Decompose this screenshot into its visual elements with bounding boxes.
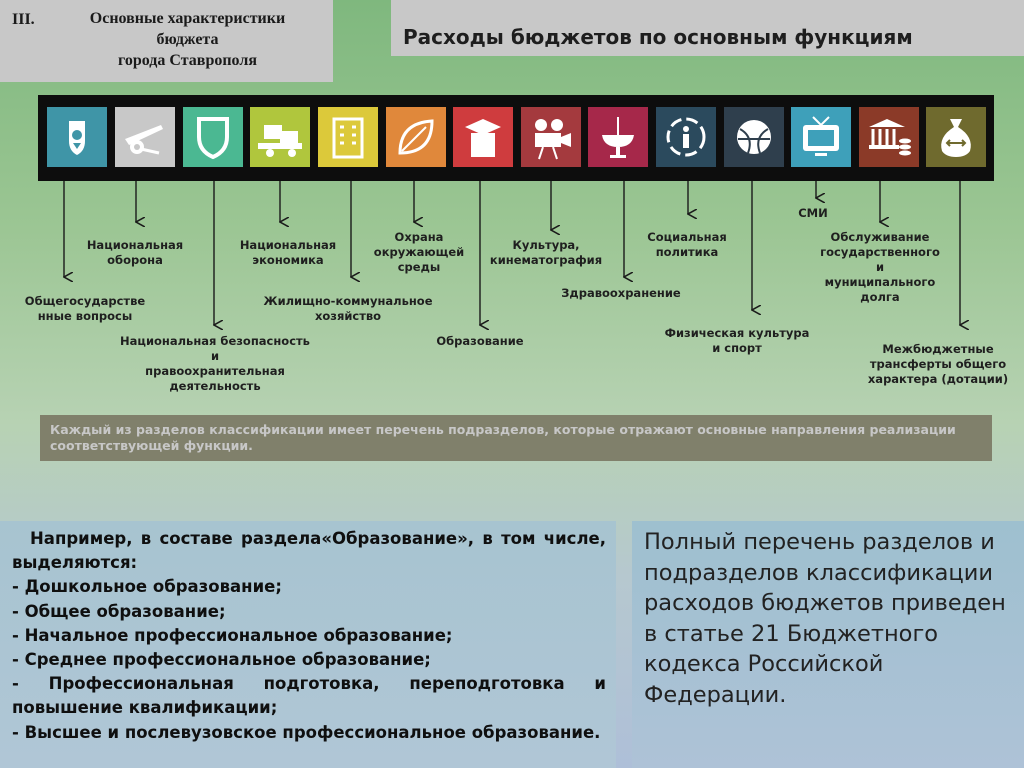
example-item: - Общее образование; bbox=[12, 601, 226, 621]
label-education: Образование bbox=[436, 334, 524, 348]
label-transfers: Межбюджетные трансферты общего характера (дотации) bbox=[867, 342, 1009, 386]
example-item: - Высшее и послевузовское профессиональное образование. bbox=[12, 722, 601, 742]
cannon-icon bbox=[115, 107, 175, 167]
label-media: СМИ bbox=[798, 206, 828, 220]
example-item: - Среднее профессиональное образование; bbox=[12, 650, 431, 670]
budget-code-reference: Полный перечень разделов и подразделов классификации расходов бюджетов приведен в статье 21 Бюджетного кодекса Российской Федерации. bbox=[632, 521, 1024, 768]
social-person-icon bbox=[656, 107, 716, 167]
label-national-security: Национальная безопасность и правоохранительная деятельность bbox=[120, 334, 310, 393]
tile-bg bbox=[859, 107, 919, 167]
label-health: Здравоохранение bbox=[561, 286, 681, 300]
book-icon bbox=[453, 107, 513, 167]
label-general-issues: Общегосударстве нные вопросы bbox=[24, 294, 146, 323]
leaf-icon bbox=[386, 107, 446, 167]
classification-note: Каждый из разделов классификации имеет перечень подразделов, которые отражают основные направления реализации соответствующей функции. bbox=[40, 415, 992, 461]
example-item: - Дошкольное образование; bbox=[12, 577, 282, 597]
label-environment: Охрана окружающей среды bbox=[373, 230, 465, 274]
money-bag-icon bbox=[926, 107, 986, 167]
section-number: III. bbox=[12, 11, 35, 28]
example-item: - Профессиональная подготовка, переподготовка и повышение квалификации; bbox=[12, 674, 606, 718]
state-emblem-icon bbox=[47, 107, 107, 167]
label-housing-utilities: Жилищно-коммунальное хозяйство bbox=[263, 294, 433, 323]
shield-icon bbox=[183, 107, 243, 167]
bank-coins-icon bbox=[859, 107, 919, 167]
example-intro: Например, в составе раздела«Образование», в том числе, выделяются: bbox=[12, 529, 606, 573]
slide-title: Расходы бюджетов по основным функциям bbox=[391, 0, 1024, 56]
example-item: - Начальное профессиональное образование; bbox=[12, 625, 453, 645]
section-title: Основные характеристики бюджета города Ставрополя bbox=[89, 10, 286, 69]
function-icon-bar bbox=[38, 95, 994, 181]
label-debt-service: Обслуживание государственного и муниципального долга bbox=[820, 230, 940, 304]
label-national-defense: Национальная оборона bbox=[86, 238, 184, 267]
harvester-icon bbox=[250, 107, 310, 167]
label-social-policy: Социальная политика bbox=[647, 230, 727, 259]
label-sport: Физическая культура и спорт bbox=[664, 326, 810, 355]
section-header bbox=[0, 0, 333, 82]
film-camera-icon bbox=[521, 107, 581, 167]
building-icon bbox=[318, 107, 378, 167]
label-culture: Культура, кинематография bbox=[489, 238, 603, 267]
label-national-economy: Национальная экономика bbox=[239, 238, 337, 267]
medical-bowl-icon bbox=[588, 107, 648, 167]
education-example-box bbox=[0, 521, 616, 768]
ball-icon bbox=[724, 107, 784, 167]
tv-icon bbox=[791, 107, 851, 167]
